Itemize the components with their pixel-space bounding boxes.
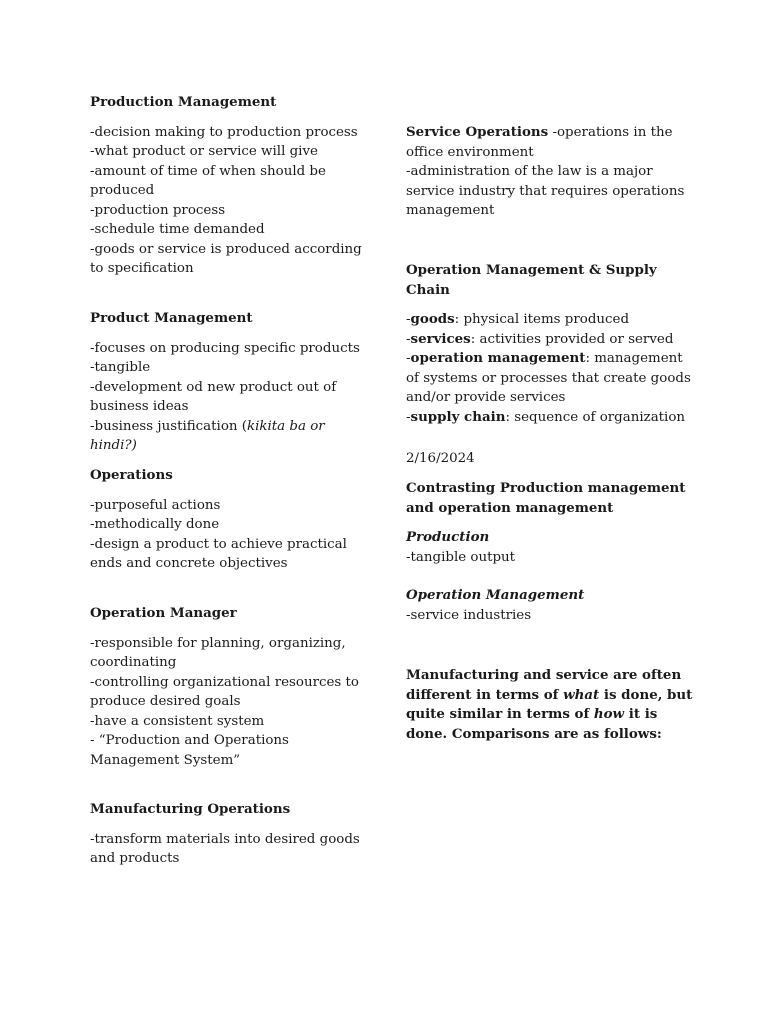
manufacturing-operations-body <box>90 830 362 869</box>
list-item: -schedule time demanded <box>90 222 265 237</box>
definition-item <box>406 330 696 350</box>
date-line <box>406 449 696 469</box>
list-item: -administration of the law is a major service industry that requires operations management <box>406 164 685 218</box>
section-contrasting <box>406 479 696 625</box>
service-operations-rest: -operations in the office environment <box>406 125 673 160</box>
production-management-body <box>90 123 362 279</box>
term-goods: goods <box>410 311 455 327</box>
item-prefix: - <box>406 331 411 347</box>
definition-supply-chain: : sequence of organization <box>505 409 686 425</box>
list-item: - “Production and Operations Management System” <box>90 733 289 768</box>
list-item: -development od new product out of business ideas <box>90 379 337 414</box>
om-supply-chain-body <box>406 310 696 427</box>
production-block <box>406 528 696 567</box>
list-item: -goods or service is produced according to specification <box>90 241 362 276</box>
term-services: services <box>410 330 471 347</box>
heading-om-supply-chain: Operation Management & Supply Chain <box>406 262 657 298</box>
item-prefix: - <box>406 312 411 327</box>
section-product-management <box>90 309 362 456</box>
heading-product-management: Product Management <box>90 310 253 326</box>
justification-italic: kikita ba or hindi?) <box>90 418 325 453</box>
item-prefix: - <box>406 351 411 366</box>
list-item: -decision making to production process <box>90 124 358 140</box>
heading-operations: Operations <box>90 467 173 483</box>
definition-item <box>406 349 696 408</box>
section-operation-manager <box>90 604 362 770</box>
definition-services: : activities provided or served <box>470 331 674 347</box>
operation-manager-body <box>90 634 362 771</box>
operations-body <box>90 496 362 574</box>
label-operation-management: Operation Management <box>406 587 585 603</box>
list-item <box>90 417 362 456</box>
list-item: -have a consistent system <box>90 713 265 729</box>
list-item: -production process <box>90 202 226 218</box>
om-line: -service industries <box>406 607 532 623</box>
list-item: -tangible <box>90 360 151 375</box>
section-om-supply-chain <box>406 261 696 427</box>
service-operations-lead <box>406 125 673 160</box>
om-block <box>406 586 696 625</box>
comparison-part2: is done, but quite similar in terms of <box>406 686 693 722</box>
heading-manufacturing-operations: Manufacturing Operations <box>90 801 291 817</box>
list-item: -controlling organizational resources to produce desired goals <box>90 674 359 709</box>
service-operations-body <box>406 123 696 221</box>
comparison-how: how <box>593 706 625 722</box>
definition-item <box>406 408 696 428</box>
item-prefix: - <box>406 409 411 425</box>
list-item: -transform materials into desired goods and products <box>90 831 360 866</box>
comparison-what: what <box>563 686 600 703</box>
term-operation-management: operation management <box>410 350 586 366</box>
heading-contrasting: Contrasting Production management and operation management <box>406 480 686 516</box>
heading-production-management: Production Management <box>90 94 277 110</box>
comparison-part1: Manufacturing and service are often different in terms of <box>406 667 682 703</box>
section-operations <box>90 466 362 574</box>
comparison-paragraph <box>406 666 696 744</box>
list-item: -methodically done <box>90 517 220 532</box>
production-line: -tangible output <box>406 549 516 565</box>
list-item: -design a product to achieve practical ends and concrete objectives <box>90 536 347 571</box>
definition-operation-management: : management of systems or processes that create goods and/or provide services <box>406 351 691 405</box>
heading-operation-manager: Operation Manager <box>90 605 237 621</box>
justification-prefix: -business justification ( <box>90 418 247 434</box>
definition-item <box>406 310 696 330</box>
list-item: -amount of time of when should be produced <box>90 163 326 198</box>
term-supply-chain: supply chain <box>410 408 506 425</box>
list-item: -purposeful actions <box>90 497 221 513</box>
product-management-body <box>90 339 362 456</box>
section-comparison <box>406 666 696 744</box>
section-production-management <box>90 93 362 279</box>
date-text: 2/16/2024 <box>406 451 475 466</box>
heading-service-operations: Service Operations <box>406 124 549 140</box>
list-item: -focuses on producing specific products <box>90 340 360 356</box>
label-production: Production <box>406 529 490 545</box>
section-service-operations <box>406 123 696 221</box>
definition-goods: : physical items produced <box>454 312 630 327</box>
list-item: -what product or service will give <box>90 144 318 159</box>
section-manufacturing-operations <box>90 800 362 869</box>
list-item: -responsible for planning, organizing, coordinating <box>90 635 346 670</box>
comparison-part3: it is done. Comparisons are as follows: <box>406 706 662 742</box>
